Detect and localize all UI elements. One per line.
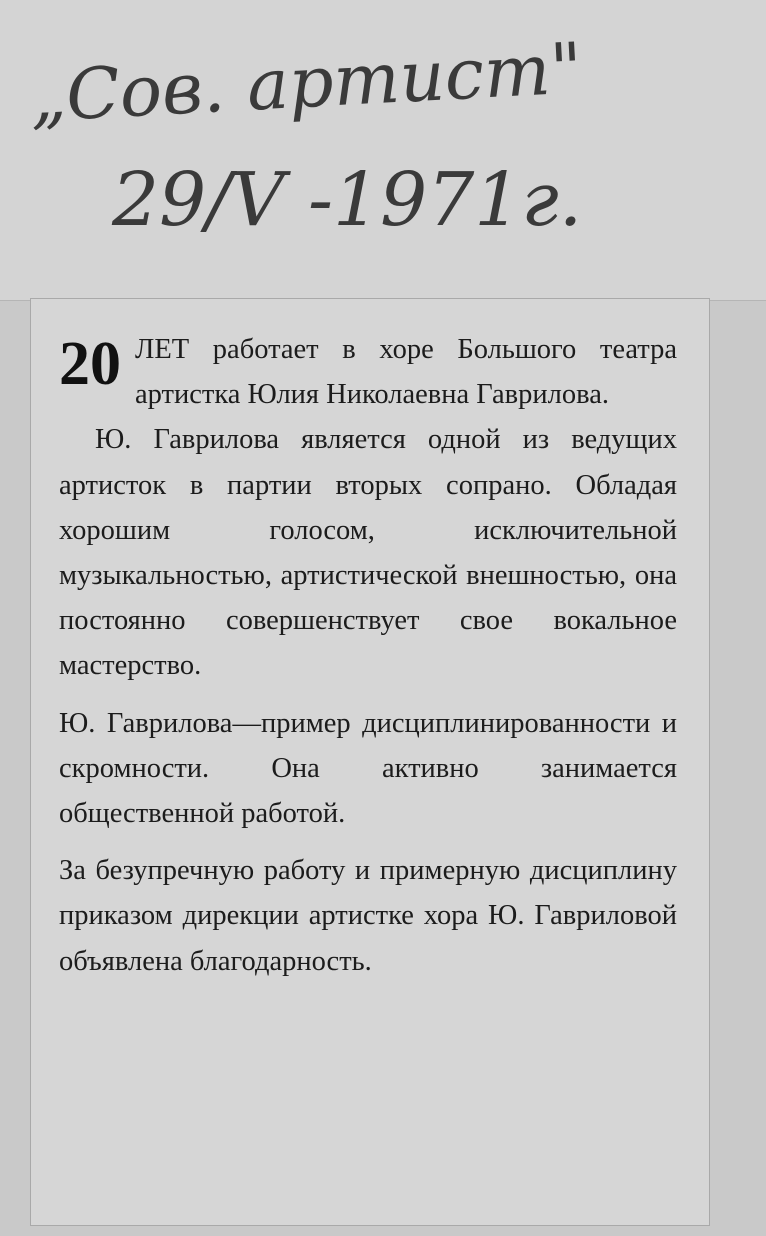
paragraph-spacer bbox=[59, 689, 677, 701]
handwritten-date-note: 29/V -1971г. bbox=[112, 157, 583, 243]
newspaper-clipping bbox=[30, 298, 710, 1226]
handwritten-source-note: „Сов. артист" bbox=[27, 27, 585, 139]
handwritten-note-sheet bbox=[0, 0, 766, 301]
article-paragraph-4: За безупречную работу и примерную дисциплину приказом дирекции артистке хора Ю. Гавриловой объявлена благодарность. bbox=[59, 855, 677, 977]
article-paragraph-1: ЛЕТ работает в хоре Большого театра артистка Юлия Николаевна Гаврилова. bbox=[135, 334, 677, 411]
article-paragraph-3: Ю. Гаврилова—пример дисциплинированности и скромности. Она активно занимается общественной работой. bbox=[59, 707, 677, 830]
article-body bbox=[59, 327, 677, 984]
drop-cap-number: 20 bbox=[59, 330, 121, 398]
handwritten-annotation bbox=[0, 0, 766, 300]
paragraph-spacer bbox=[59, 836, 677, 848]
article-paragraph-2: Ю. Гаврилова является одной из ведущих артисток в партии вторых сопрано. Обладая хорошим голосом, исключительной музыкальностью, артистической внешностью, она постоянно совершенствует свое вокальное мастерство. bbox=[59, 424, 677, 682]
